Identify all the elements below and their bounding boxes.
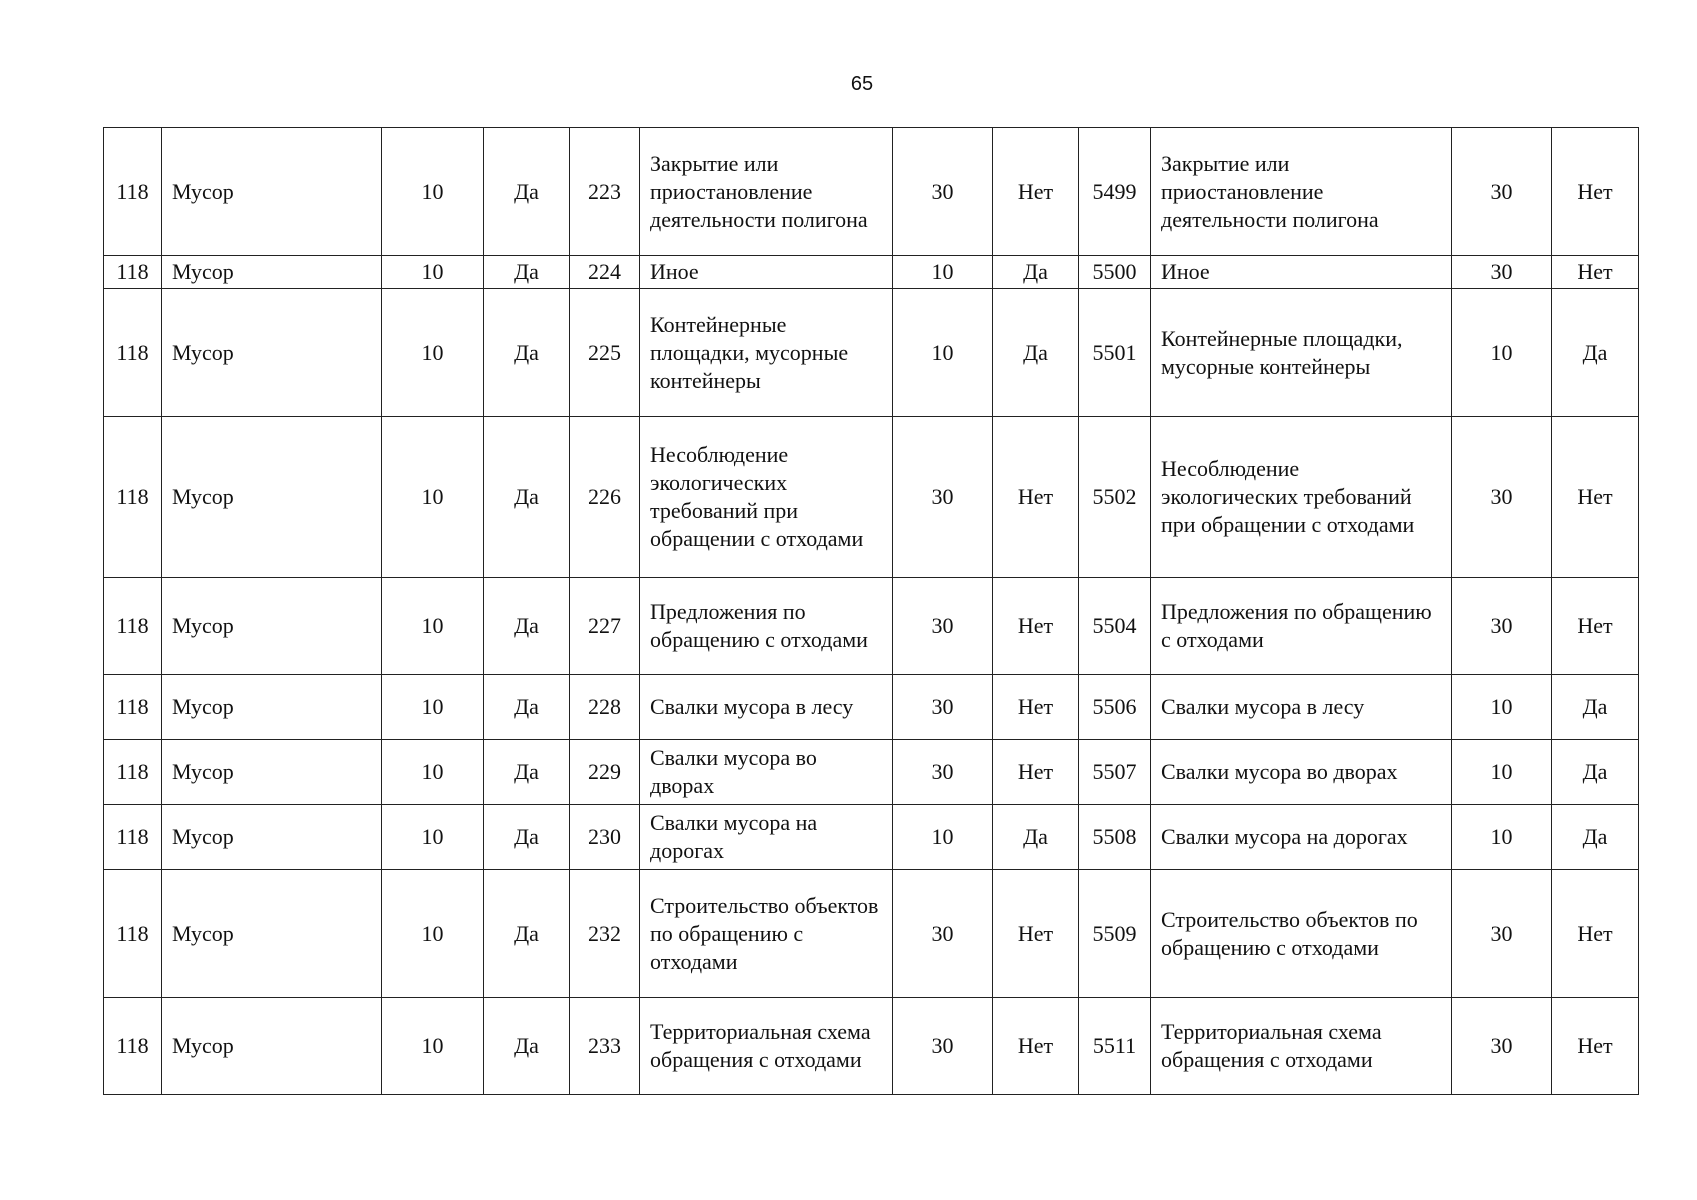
- cell-category-flag: Да: [484, 805, 570, 870]
- cell-topic-flag: Нет: [993, 998, 1079, 1095]
- cell-subtopic-flag: Нет: [1552, 870, 1639, 998]
- cell-category-days: 10: [382, 805, 484, 870]
- cell-category-name: Мусор: [162, 578, 382, 675]
- cell-subtopic-code: 5504: [1079, 578, 1151, 675]
- cell-category-days: 10: [382, 256, 484, 289]
- cell-subtopic-name: Контейнерные площадки, мусорные контейнеры: [1151, 289, 1452, 417]
- cell-subtopic-days: 30: [1452, 128, 1552, 256]
- cell-subtopic-days: 30: [1452, 578, 1552, 675]
- cell-subtopic-name: Свалки мусора во дворах: [1151, 740, 1452, 805]
- cell-subtopic-days: 10: [1452, 740, 1552, 805]
- cell-category-name: Мусор: [162, 805, 382, 870]
- cell-category-flag: Да: [484, 740, 570, 805]
- cell-topic-name: Несоблюдение экологических требований при обращении с отходами: [640, 417, 893, 578]
- cell-subtopic-code: 5501: [1079, 289, 1151, 417]
- cell-category-days: 10: [382, 675, 484, 740]
- cell-subtopic-days: 10: [1452, 805, 1552, 870]
- table-row: [104, 998, 1639, 1095]
- cell-category-name: Мусор: [162, 740, 382, 805]
- cell-category-name: Мусор: [162, 998, 382, 1095]
- cell-topic-days: 30: [893, 998, 993, 1095]
- table-row: [104, 128, 1639, 256]
- cell-subtopic-flag: Нет: [1552, 578, 1639, 675]
- cell-category-code: 118: [104, 289, 162, 417]
- cell-category-code: 118: [104, 740, 162, 805]
- table-row: [104, 417, 1639, 578]
- table-row: [104, 289, 1639, 417]
- cell-category-flag: Да: [484, 675, 570, 740]
- cell-topic-days: 10: [893, 289, 993, 417]
- cell-category-code: 118: [104, 128, 162, 256]
- cell-category-flag: Да: [484, 578, 570, 675]
- cell-subtopic-name: Несоблюдение экологических требований при обращении с отходами: [1151, 417, 1452, 578]
- cell-category-code: 118: [104, 805, 162, 870]
- page-number: 65: [850, 73, 874, 95]
- cell-topic-days: 30: [893, 675, 993, 740]
- cell-subtopic-days: 30: [1452, 417, 1552, 578]
- table-row: [104, 870, 1639, 998]
- cell-category-flag: Да: [484, 998, 570, 1095]
- cell-topic-days: 10: [893, 256, 993, 289]
- cell-topic-days: 10: [893, 805, 993, 870]
- cell-category-code: 118: [104, 417, 162, 578]
- cell-category-code: 118: [104, 578, 162, 675]
- cell-subtopic-code: 5511: [1079, 998, 1151, 1095]
- cell-topic-flag: Нет: [993, 128, 1079, 256]
- cell-category-flag: Да: [484, 289, 570, 417]
- cell-subtopic-name: Закрытие или приостановление деятельности полигона: [1151, 128, 1452, 256]
- cell-category-name: Мусор: [162, 256, 382, 289]
- cell-subtopic-code: 5508: [1079, 805, 1151, 870]
- cell-topic-days: 30: [893, 128, 993, 256]
- cell-topic-name: Свалки мусора во дворах: [640, 740, 893, 805]
- cell-topic-code: 229: [570, 740, 640, 805]
- cell-topic-code: 227: [570, 578, 640, 675]
- cell-category-name: Мусор: [162, 870, 382, 998]
- cell-category-name: Мусор: [162, 289, 382, 417]
- cell-category-flag: Да: [484, 870, 570, 998]
- cell-category-flag: Да: [484, 256, 570, 289]
- cell-category-name: Мусор: [162, 675, 382, 740]
- cell-topic-code: 224: [570, 256, 640, 289]
- cell-topic-code: 232: [570, 870, 640, 998]
- cell-subtopic-code: 5499: [1079, 128, 1151, 256]
- cell-topic-flag: Нет: [993, 417, 1079, 578]
- cell-topic-flag: Нет: [993, 578, 1079, 675]
- cell-subtopic-code: 5509: [1079, 870, 1151, 998]
- cell-subtopic-days: 10: [1452, 675, 1552, 740]
- cell-topic-code: 226: [570, 417, 640, 578]
- cell-category-code: 118: [104, 998, 162, 1095]
- cell-topic-days: 30: [893, 578, 993, 675]
- table-row: [104, 578, 1639, 675]
- cell-category-days: 10: [382, 417, 484, 578]
- cell-topic-code: 228: [570, 675, 640, 740]
- cell-subtopic-code: 5500: [1079, 256, 1151, 289]
- cell-category-days: 10: [382, 998, 484, 1095]
- cell-topic-code: 223: [570, 128, 640, 256]
- cell-subtopic-days: 30: [1452, 256, 1552, 289]
- cell-category-days: 10: [382, 870, 484, 998]
- cell-topic-name: Территориальная схема обращения с отходами: [640, 998, 893, 1095]
- cell-subtopic-name: Предложения по обращению с отходами: [1151, 578, 1452, 675]
- cell-topic-code: 230: [570, 805, 640, 870]
- cell-subtopic-days: 10: [1452, 289, 1552, 417]
- cell-topic-name: Иное: [640, 256, 893, 289]
- cell-topic-days: 30: [893, 417, 993, 578]
- cell-category-name: Мусор: [162, 417, 382, 578]
- cell-topic-days: 30: [893, 740, 993, 805]
- cell-category-days: 10: [382, 740, 484, 805]
- cell-subtopic-flag: Нет: [1552, 998, 1639, 1095]
- cell-topic-name: Контейнерные площадки, мусорные контейнеры: [640, 289, 893, 417]
- cell-subtopic-flag: Да: [1552, 805, 1639, 870]
- cell-category-flag: Да: [484, 128, 570, 256]
- cell-subtopic-name: Свалки мусора в лесу: [1151, 675, 1452, 740]
- cell-topic-flag: Нет: [993, 870, 1079, 998]
- cell-subtopic-flag: Да: [1552, 289, 1639, 417]
- cell-subtopic-flag: Да: [1552, 675, 1639, 740]
- cell-topic-code: 233: [570, 998, 640, 1095]
- cell-category-code: 118: [104, 256, 162, 289]
- cell-topic-flag: Да: [993, 805, 1079, 870]
- cell-topic-flag: Да: [993, 289, 1079, 417]
- cell-subtopic-name: Свалки мусора на дорогах: [1151, 805, 1452, 870]
- cell-category-days: 10: [382, 578, 484, 675]
- cell-topic-days: 30: [893, 870, 993, 998]
- cell-topic-flag: Да: [993, 256, 1079, 289]
- table-row: [104, 256, 1639, 289]
- cell-subtopic-flag: Нет: [1552, 256, 1639, 289]
- cell-topic-name: Предложения по обращению с отходами: [640, 578, 893, 675]
- cell-subtopic-days: 30: [1452, 870, 1552, 998]
- cell-topic-name: Закрытие или приостановление деятельности полигона: [640, 128, 893, 256]
- cell-category-code: 118: [104, 675, 162, 740]
- table-row: [104, 675, 1639, 740]
- table-row: [104, 740, 1639, 805]
- cell-topic-name: Свалки мусора на дорогах: [640, 805, 893, 870]
- cell-subtopic-days: 30: [1452, 998, 1552, 1095]
- cell-topic-name: Свалки мусора в лесу: [640, 675, 893, 740]
- cell-subtopic-flag: Да: [1552, 740, 1639, 805]
- cell-subtopic-code: 5507: [1079, 740, 1151, 805]
- data-table: [103, 127, 1639, 1095]
- cell-category-days: 10: [382, 289, 484, 417]
- cell-category-days: 10: [382, 128, 484, 256]
- cell-topic-flag: Нет: [993, 675, 1079, 740]
- cell-topic-code: 225: [570, 289, 640, 417]
- cell-subtopic-name: Территориальная схема обращения с отходами: [1151, 998, 1452, 1095]
- cell-subtopic-name: Иное: [1151, 256, 1452, 289]
- cell-subtopic-name: Строительство объектов по обращению с отходами: [1151, 870, 1452, 998]
- cell-category-flag: Да: [484, 417, 570, 578]
- cell-topic-flag: Нет: [993, 740, 1079, 805]
- cell-category-code: 118: [104, 870, 162, 998]
- table-row: [104, 805, 1639, 870]
- cell-subtopic-flag: Нет: [1552, 417, 1639, 578]
- cell-subtopic-code: 5506: [1079, 675, 1151, 740]
- cell-subtopic-code: 5502: [1079, 417, 1151, 578]
- cell-subtopic-flag: Нет: [1552, 128, 1639, 256]
- cell-category-name: Мусор: [162, 128, 382, 256]
- cell-topic-name: Строительство объектов по обращению с отходами: [640, 870, 893, 998]
